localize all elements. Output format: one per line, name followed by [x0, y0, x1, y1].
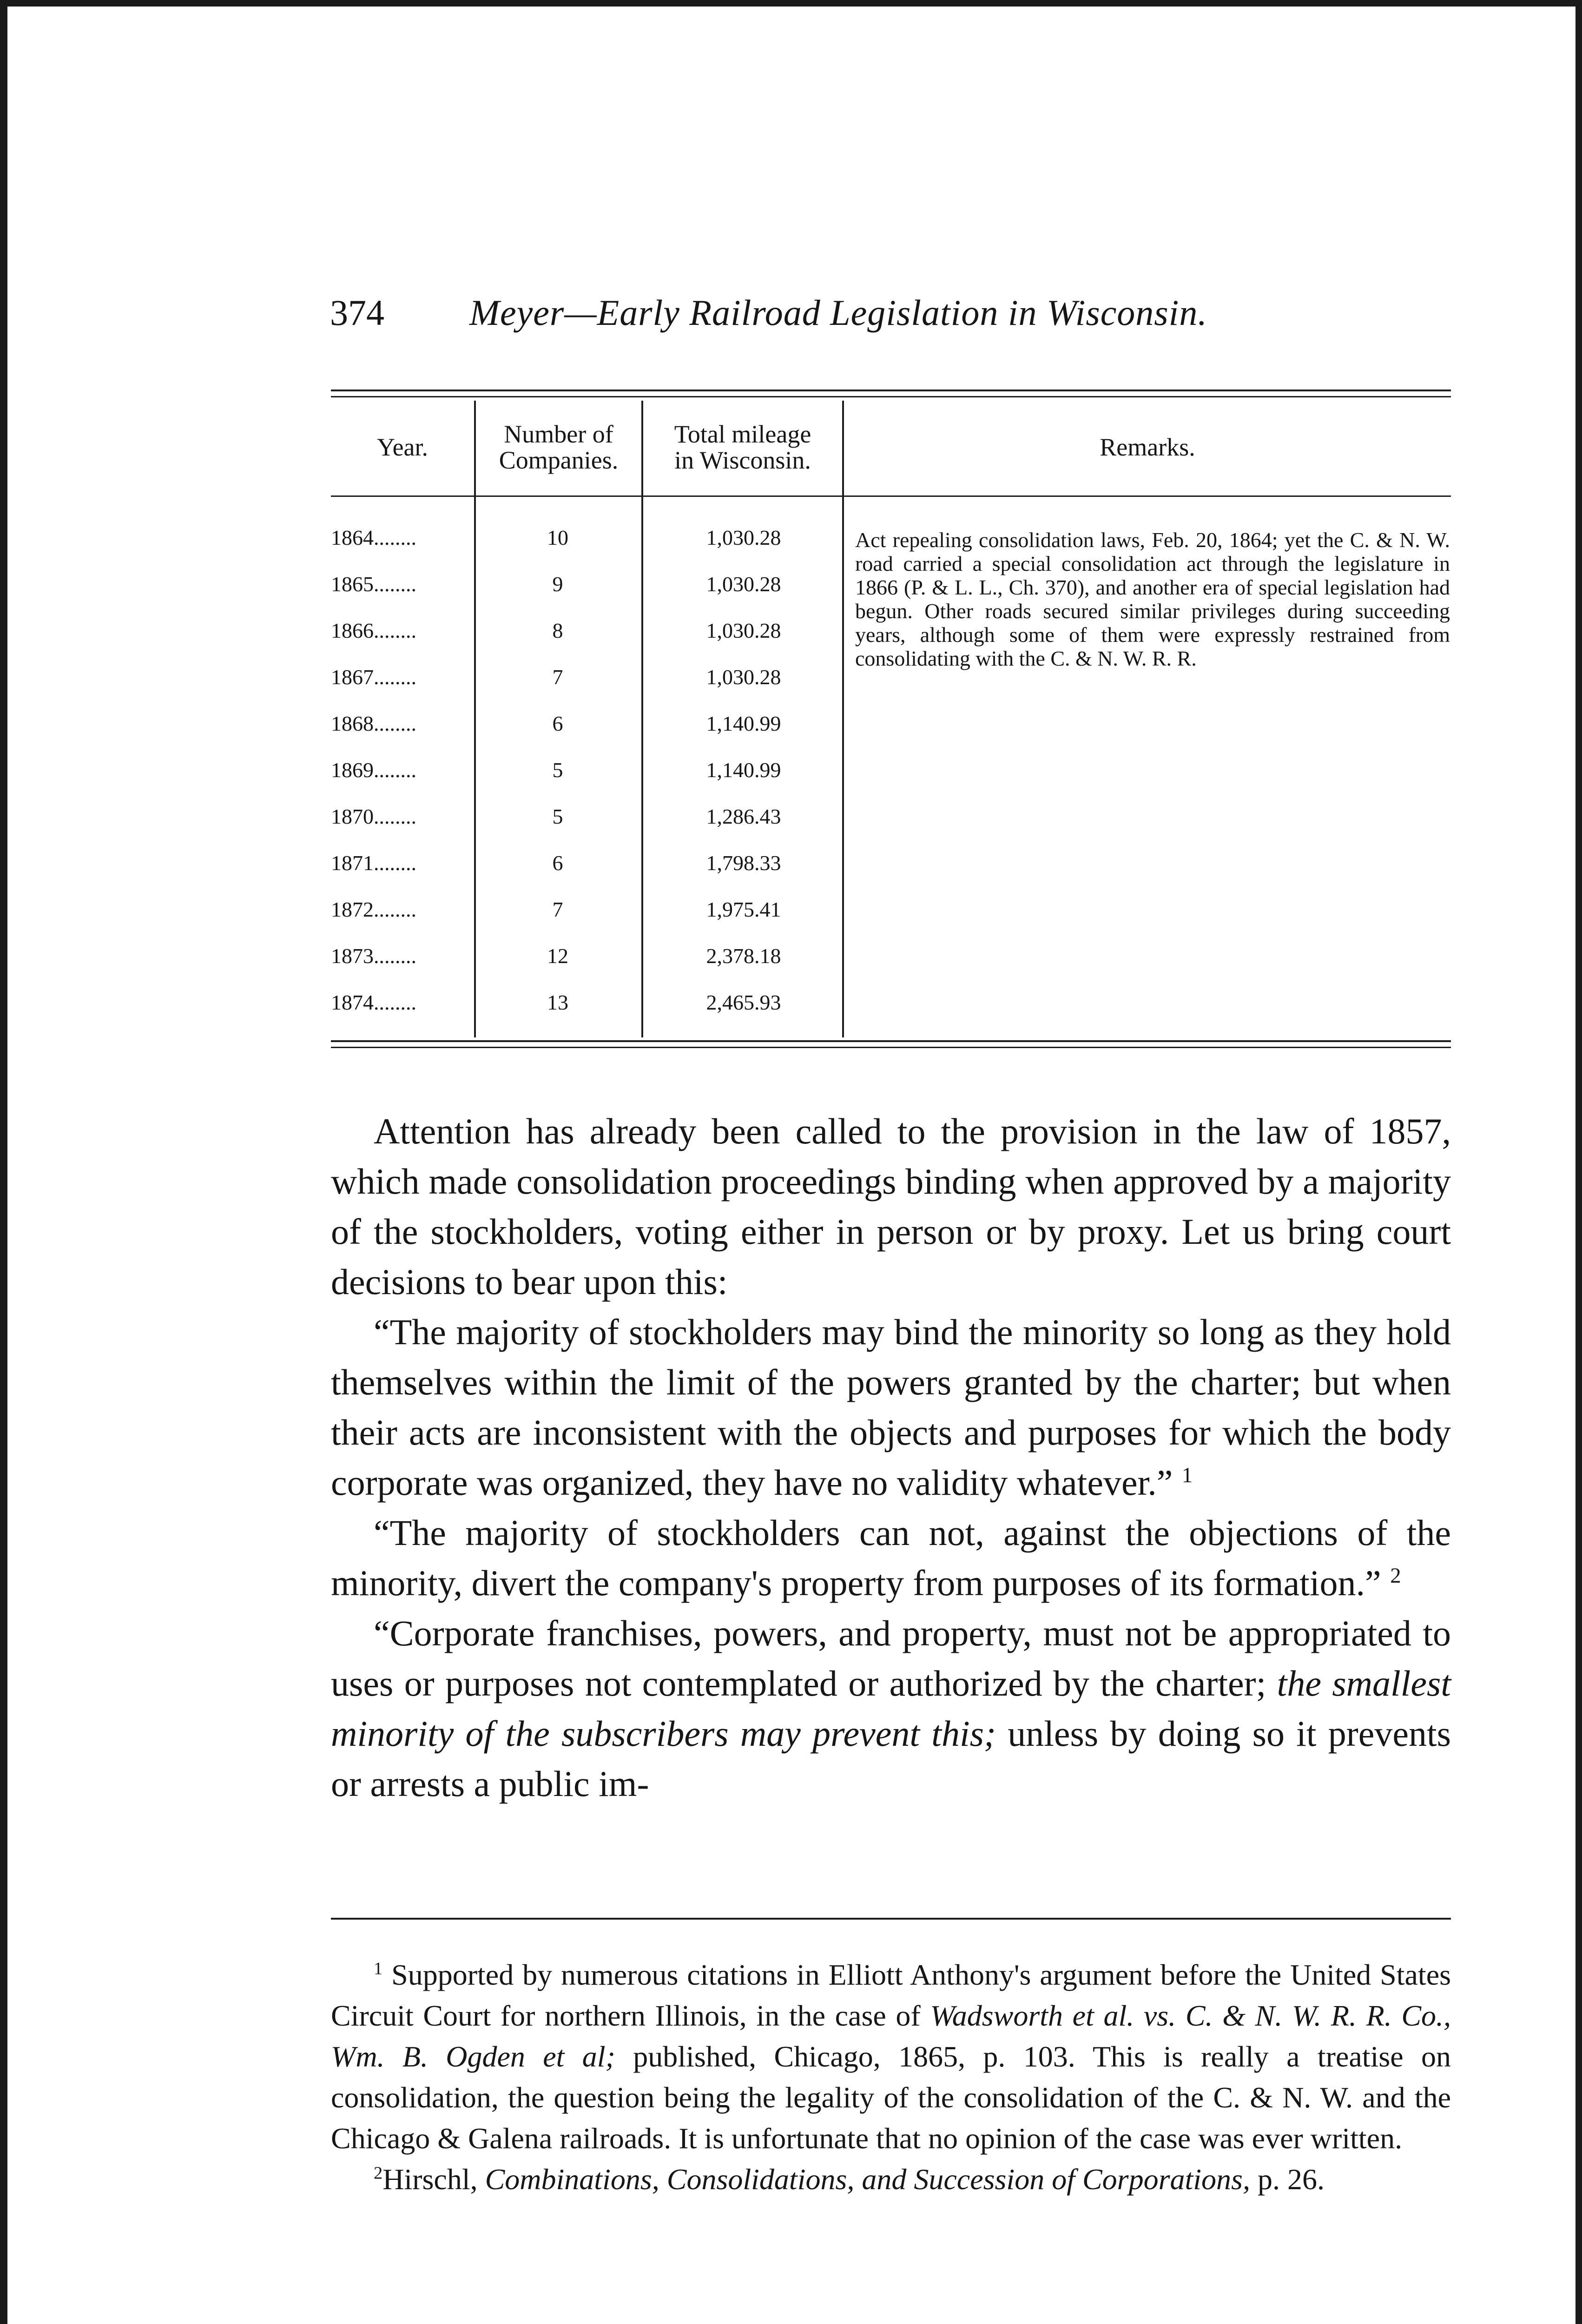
row-1864-mileage: 1,030.28	[706, 526, 781, 549]
footnote-1	[331, 1954, 1451, 2159]
row-1872-year: 1872........	[331, 898, 416, 921]
footnote-separator	[331, 1918, 1451, 1920]
quote-1	[331, 1307, 1451, 1508]
scan-border-right	[1575, 0, 1582, 2324]
row-1867-year: 1867........	[331, 665, 416, 689]
table-top-rule	[331, 390, 1451, 391]
footnote-2-title: Combinations, Consolidations, and Succession of Corporations,	[485, 2163, 1250, 2196]
row-1873-year: 1873........	[331, 944, 416, 968]
footnote-1-mark: 1	[374, 1959, 383, 1979]
row-1873-mileage: 2,378.18	[706, 944, 781, 968]
table-bottom-rule	[331, 1040, 1451, 1042]
header-remarks: Remarks.	[1100, 433, 1195, 461]
running-head	[330, 287, 1450, 338]
row-1865-companies: 9	[552, 572, 563, 596]
row-1871-year: 1871........	[331, 851, 416, 875]
row-1874-companies: 13	[547, 990, 568, 1014]
header-companies-line2: Companies.	[499, 446, 619, 474]
quote-2	[331, 1508, 1451, 1608]
row-1871-companies: 6	[552, 851, 563, 875]
running-title: Meyer—Early Railroad Legislation in Wisconsin.	[469, 292, 1207, 333]
footnote-ref-1: 1	[1181, 1463, 1193, 1487]
table-top-rule-inner	[331, 396, 1451, 397]
footnote-1-text-a: Supported by numerous citations in Elliott Anthony's argument before the United States Circuit Court for northern Illinois, in the case of	[331, 1958, 1451, 2032]
footnote-1-text-b: published, Chicago, 1865, p. 103. This is really a treatise on consolidation, the question being the legality of the consolidation of the C. & N. W. and the Chicago & Galena railroads. It is unfortunate that no opinion of the case was ever written.	[331, 2040, 1451, 2155]
quote-3-text-a: “Corporate franchises, powers, and property, must not be appropriated to uses or purposes not contemplated or authorized by the charter;	[331, 1613, 1451, 1703]
row-1874-mileage: 2,465.93	[706, 990, 781, 1014]
header-mileage-line2: in Wisconsin.	[674, 446, 811, 474]
row-1869-mileage: 1,140.99	[706, 758, 781, 782]
footnote-2-author: Hirschl,	[382, 2163, 478, 2196]
footnote-ref-2: 2	[1390, 1564, 1401, 1588]
row-1870-companies: 5	[552, 805, 563, 828]
table-bottom-rule-inner	[331, 1047, 1451, 1048]
row-1874-year: 1874........	[331, 990, 416, 1014]
header-companies-line1: Number of	[504, 420, 613, 448]
row-1870-mileage: 1,286.43	[706, 805, 781, 828]
header-year: Year.	[376, 433, 428, 461]
quote-1-text: “The majority of stockholders may bind the minority so long as they hold themselves within the limit of the powers granted by the charter; but when their acts are inconsistent with the objects and purposes for which the body corporate was organized, they have no validity whatever.”	[331, 1312, 1451, 1503]
row-1872-companies: 7	[552, 898, 563, 921]
paragraph-intro: Attention has already been called to the provision in the law of 1857, which made consolidation proceedings binding when approved by a majority of the stockholders, voting either in person or by proxy. Let us bring court decisions to bear upon this:	[331, 1111, 1451, 1302]
quote-3-text-c: unless by doing so it prevents or arrests a public im-	[331, 1713, 1451, 1804]
row-1866-companies: 8	[552, 619, 563, 642]
row-1870-year: 1870........	[331, 805, 416, 828]
row-1867-companies: 7	[552, 665, 563, 689]
quote-3-emphasis: the smallest minority of the subscribers may prevent this;	[331, 1663, 1451, 1754]
scan-border-top	[0, 0, 1582, 7]
footnote-2-page: p. 26.	[1257, 2163, 1325, 2196]
header-companies	[476, 421, 641, 473]
row-1867-mileage: 1,030.28	[706, 665, 781, 689]
header-mileage	[643, 421, 842, 473]
row-1864-companies: 10	[547, 526, 568, 549]
row-1864-year: 1864........	[331, 526, 416, 549]
remarks-cell: Act repealing consolidation laws, Feb. 20, 1864; yet the C. & N. W. road carried a special consolidation act through the legislature in 1866 (P. & L. L., Ch. 370), and another era of special legislation had begun. Other roads secured similar privileges during succeeding years, although some of them were expressly restrained from consolidating with the C. & N. W. R. R.	[855, 528, 1450, 670]
header-separator	[331, 495, 1451, 497]
row-1869-companies: 5	[552, 758, 563, 782]
quote-3	[331, 1608, 1451, 1809]
header-mileage-line1: Total mileage	[674, 420, 811, 448]
footnotes	[331, 1954, 1451, 2200]
row-1868-mileage: 1,140.99	[706, 712, 781, 735]
row-1866-year: 1866........	[331, 619, 416, 642]
row-1869-year: 1869........	[331, 758, 416, 782]
row-1868-companies: 6	[552, 712, 563, 735]
body-text	[331, 1106, 1451, 1809]
scan-border-left	[0, 0, 7, 2324]
row-1865-year: 1865........	[331, 572, 416, 596]
footnote-1-case: Wadsworth et al. vs. C. & N. W. R. R. Co., Wm. B. Ogden et al;	[331, 1999, 1451, 2073]
page-number: 374	[330, 292, 384, 333]
row-1873-companies: 12	[547, 944, 568, 968]
row-1868-year: 1868........	[331, 712, 416, 735]
row-1871-mileage: 1,798.33	[706, 851, 781, 875]
quote-2-text: “The majority of stockholders can not, against the objections of the minority, divert the company's property from purposes of its formation.”	[331, 1512, 1451, 1603]
footnote-2	[331, 2159, 1451, 2200]
row-1872-mileage: 1,975.41	[706, 898, 781, 921]
row-1865-mileage: 1,030.28	[706, 572, 781, 596]
footnote-2-mark: 2	[374, 2163, 383, 2183]
row-1866-mileage: 1,030.28	[706, 619, 781, 642]
